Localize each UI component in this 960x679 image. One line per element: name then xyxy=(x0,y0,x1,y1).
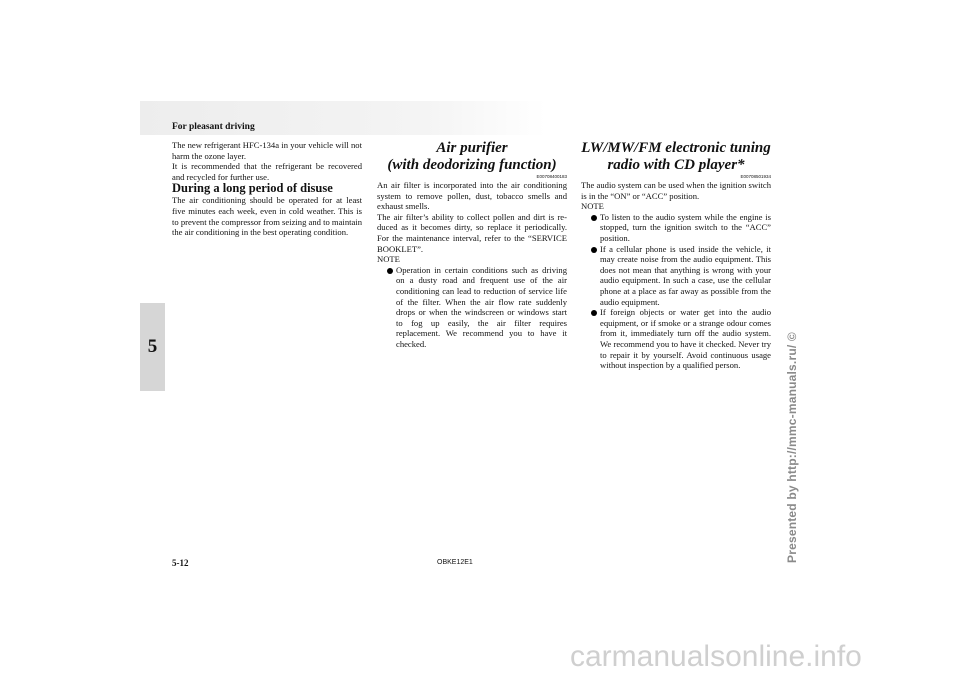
paragraph: The new refrigerant HFC-134a in your vehicle will not harm the ozone layer. xyxy=(172,140,362,161)
column-2 xyxy=(377,140,567,350)
document-code: OBKE12E1 xyxy=(437,559,473,566)
reference-code: E00708400183 xyxy=(536,174,567,179)
paragraph: The audio system can be used when the ignition switch is in the “ON” or “ACC” position. xyxy=(581,180,771,201)
paragraph: The air filter’s ability to collect pollen and dirt is reduced as it becomes dirty, so replace it periodically. For the maintenance interval, refer to the “SERVICE BOOKLET”. xyxy=(377,211,567,254)
note-item: If a cellular phone is used inside the vehicle, it may create noise from the audio equipment. This does not mean that anything is wrong with your audio equipment. In such a case, use the cellular phone at a place as far away as possible from the audio equipment. xyxy=(581,244,771,308)
bullet-icon xyxy=(591,247,597,253)
section-title-line: Air purifier xyxy=(436,140,508,156)
paragraph: It is recommended that the refrigerant be recovered and recycled for further use. xyxy=(172,161,362,182)
note-item: To listen to the audio system while the engine is stopped, turn the ignition switch to the “ACC” position. xyxy=(581,212,771,244)
section-heading: During a long period of disuse xyxy=(172,181,333,196)
section-title-line: radio with CD player* xyxy=(607,157,745,173)
page-number: 5-12 xyxy=(172,558,189,568)
bullet-icon xyxy=(387,268,393,274)
column-3 xyxy=(581,140,771,371)
note-label: NOTE xyxy=(581,201,604,212)
paragraph: An air filter is incorporated into the air conditioning system to remove pollen, dust, tobacco smells and exhaust smells. xyxy=(377,180,567,212)
bullet-icon xyxy=(591,215,597,221)
side-watermark: Presented by http://mmc-manuals.ru/ © xyxy=(785,332,799,563)
section-title-line: (with deodorizing function) xyxy=(387,157,557,173)
note-label: NOTE xyxy=(377,254,400,265)
column-1 xyxy=(172,140,362,238)
bottom-watermark: carmanualsonline.info xyxy=(570,640,862,673)
paragraph: The air conditioning should be operated for at least five minutes each week, even in cold weather. This is to prevent the compressor from seizing and to maintain the air conditioning in the best operating condition. xyxy=(172,195,362,238)
reference-code: E00708501934 xyxy=(740,174,771,179)
chapter-number: 5 xyxy=(147,336,158,357)
note-item: Operation in certain conditions such as driving on a dusty road and frequent use of the air conditioning can lead to reduction of service life of the filter. When the air flow rate suddenly drops or when the windscreen or windows start to fog up easily, the air filter requires replacement. We recommend you to have it checked. xyxy=(377,265,567,350)
note-item: If foreign objects or water get into the audio equipment, or if smoke or a strange odour comes from it, immediately turn off the audio system. We recommend you to have it checked. Never try to repair it by yourself. Avoid continuous usage without inspection by a qualified person. xyxy=(581,307,771,371)
chapter-tab xyxy=(140,303,165,391)
section-title: For pleasant driving xyxy=(172,122,255,132)
section-title-line: LW/MW/FM electronic tuning xyxy=(581,140,771,156)
bullet-icon xyxy=(591,310,597,316)
